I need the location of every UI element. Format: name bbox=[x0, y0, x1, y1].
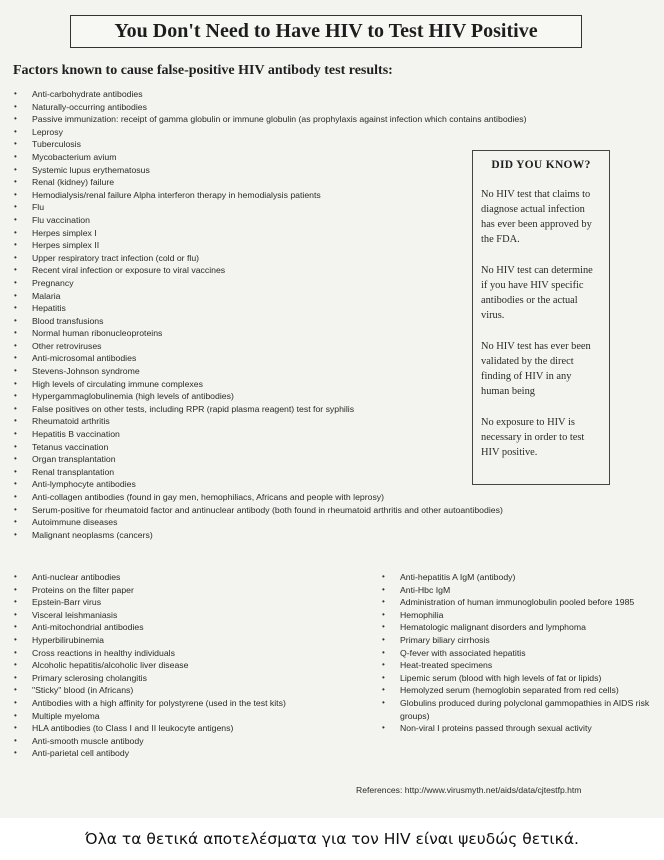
list-item: • Hypergammaglobulinemia (high levels of antibodies) bbox=[12, 390, 472, 403]
list-item: • Renal (kidney) failure bbox=[12, 176, 472, 189]
list-item: • Renal transplantation bbox=[12, 466, 472, 479]
factors-list-right bbox=[380, 571, 655, 735]
list-item: • False positives on other tests, including RPR (rapid plasma reagent) test for syphilis bbox=[12, 403, 472, 416]
list-item: • Flu bbox=[12, 201, 472, 214]
list-item: • Cross reactions in healthy individuals bbox=[12, 647, 372, 660]
list-item: • Non-viral I proteins passed through sexual activity bbox=[380, 722, 655, 735]
list-item: • Hepatitis B vaccination bbox=[12, 428, 472, 441]
list-item: • Hemodialysis/renal failure Alpha interferon therapy in hemodialysis patients bbox=[12, 189, 472, 202]
list-item: • Anti-mitochondrial antibodies bbox=[12, 621, 372, 634]
list-item: • Anti-collagen antibodies (found in gay men, hemophiliacs, Africans and people with leprosy) bbox=[12, 491, 592, 504]
list-item: • Primary sclerosing cholangitis bbox=[12, 672, 372, 685]
list-item: • Anti-hepatitis A IgM (antibody) bbox=[380, 571, 655, 584]
list-item: • Herpes simplex I bbox=[12, 227, 472, 240]
list-item: • Malaria bbox=[12, 290, 472, 303]
list-item: • Systemic lupus erythematosus bbox=[12, 164, 472, 177]
list-item: • Anti-smooth muscle antibody bbox=[12, 735, 372, 748]
list-item: • Tetanus vaccination bbox=[12, 441, 472, 454]
list-item: • Leprosy bbox=[12, 126, 592, 139]
list-item: • Anti-lymphocyte antibodies bbox=[12, 478, 472, 491]
list-item: • Q-fever with associated hepatitis bbox=[380, 647, 655, 660]
list-item: • Passive immunization: receipt of gamma globulin or immune globulin (as prophylaxis against infection which contains antibodies) bbox=[12, 113, 592, 126]
list-item: • Alcoholic hepatitis/alcoholic liver disease bbox=[12, 659, 372, 672]
list-item: • Serum-positive for rheumatoid factor and antinuclear antibody (both found in rheumatoid arthritis and other autoantibodies) bbox=[12, 504, 592, 517]
list-item: • Anti-parietal cell antibody bbox=[12, 747, 372, 760]
list-item: • Stevens-Johnson syndrome bbox=[12, 365, 472, 378]
list-item: • Anti-Hbc IgM bbox=[380, 584, 655, 597]
did-you-know-paragraph: No HIV test has ever been validated by the direct finding of HIV in any human being bbox=[481, 341, 591, 397]
list-item: • Hemolyzed serum (hemoglobin separated from red cells) bbox=[380, 684, 655, 697]
list-item: • Hematologic malignant disorders and lymphoma bbox=[380, 621, 655, 634]
list-item: • Hepatitis bbox=[12, 302, 472, 315]
list-item: • Heat-treated specimens bbox=[380, 659, 655, 672]
list-item: • Other retroviruses bbox=[12, 340, 472, 353]
list-item: • Antibodies with a high affinity for polystyrene (used in the test kits) bbox=[12, 697, 372, 710]
did-you-know-box bbox=[472, 150, 610, 485]
list-item: • Autoimmune diseases bbox=[12, 516, 592, 529]
list-item: • Multiple myeloma bbox=[12, 710, 372, 723]
list-item: • Recent viral infection or exposure to viral vaccines bbox=[12, 264, 472, 277]
list-item: • Tuberculosis bbox=[12, 138, 472, 151]
caption: Όλα τα θετικά αποτελέσματα για τον HIV είναι ψευδώς θετικά. bbox=[0, 818, 664, 860]
list-item: • High levels of circulating immune complexes bbox=[12, 378, 472, 391]
list-heading: Factors known to cause false-positive HIV antibody test results: bbox=[13, 63, 393, 78]
list-item: • Hyperbilirubinemia bbox=[12, 634, 372, 647]
list-item: • Proteins on the filter paper bbox=[12, 584, 372, 597]
list-item: • Globulins produced during polyclonal gammopathies in AIDS risk groups) bbox=[380, 697, 655, 722]
list-item: • Pregnancy bbox=[12, 277, 472, 290]
list-item: • "Sticky" blood (in Africans) bbox=[12, 684, 372, 697]
list-item: • Naturally-occurring antibodies bbox=[12, 101, 592, 114]
list-item: • Blood transfusions bbox=[12, 315, 472, 328]
did-you-know-heading: DID YOU KNOW? bbox=[491, 159, 591, 171]
list-item: • Mycobacterium avium bbox=[12, 151, 472, 164]
list-item: • Normal human ribonucleoproteins bbox=[12, 327, 472, 340]
did-you-know-paragraph: No HIV test can determine if you have HIV specific antibodies or the actual virus. bbox=[481, 265, 593, 321]
list-item: • Administration of human immunoglobulin pooled before 1985 bbox=[380, 596, 655, 609]
list-item: • Rheumatoid arthritis bbox=[12, 415, 472, 428]
list-item: • Lipemic serum (blood with high levels of fat or lipids) bbox=[380, 672, 655, 685]
did-you-know-paragraph: No HIV test that claims to diagnose actual infection has ever been approved by the FDA. bbox=[481, 189, 592, 245]
list-item: • Malignant neoplasms (cancers) bbox=[12, 529, 592, 542]
list-item: • Hemophilia bbox=[380, 609, 655, 622]
list-item: • Primary biliary cirrhosis bbox=[380, 634, 655, 647]
list-item: • Anti-carbohydrate antibodies bbox=[12, 88, 592, 101]
list-item: • Anti-nuclear antibodies bbox=[12, 571, 372, 584]
list-item: • Visceral leishmaniasis bbox=[12, 609, 372, 622]
references: References: http://www.virusmyth.net/aids/data/cjtestfp.htm bbox=[356, 785, 582, 795]
list-item: • Upper respiratory tract infection (cold or flu) bbox=[12, 252, 472, 265]
factors-list-left bbox=[12, 571, 372, 760]
list-item: • Flu vaccination bbox=[12, 214, 472, 227]
list-item: • Herpes simplex II bbox=[12, 239, 472, 252]
did-you-know-paragraph: No exposure to HIV is necessary in order to test HIV positive. bbox=[481, 417, 585, 458]
list-item: • Organ transplantation bbox=[12, 453, 472, 466]
list-item: • HLA antibodies (to Class I and II leukocyte antigens) bbox=[12, 722, 372, 735]
page-title: You Don't Need to Have HIV to Test HIV Positive bbox=[70, 15, 582, 48]
list-item: • Epstein-Barr virus bbox=[12, 596, 372, 609]
list-item: • Anti-microsomal antibodies bbox=[12, 352, 472, 365]
